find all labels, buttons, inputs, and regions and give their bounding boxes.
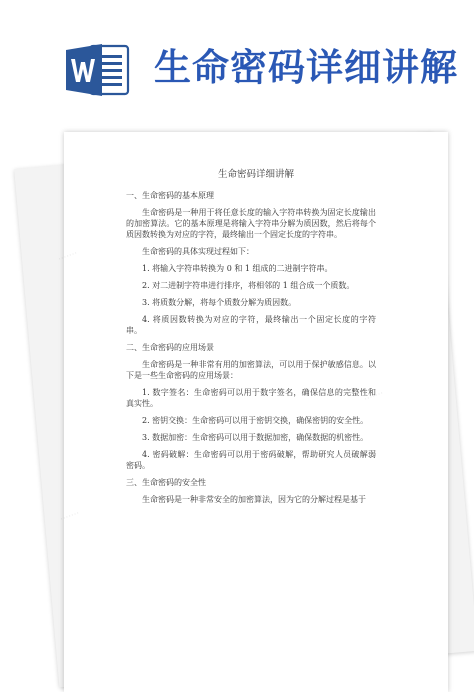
paragraph: 生命密码的具体实现过程如下：	[142, 247, 254, 256]
list-item: 2. 密钥交换：生命密码可以用于密钥交换，确保密钥的安全性。	[142, 416, 369, 425]
list-item: 3. 将质数分解，将每个质数分解为质因数。	[142, 298, 297, 307]
section-heading: 三、生命密码的安全性	[126, 478, 206, 487]
list-item: 1. 数字签名：生命密码可以用于数字签名，确保信息的完整性和真实性。	[126, 388, 376, 408]
document-page	[56, 132, 448, 692]
list-item: 4. 密码破解：生命密码可以用于密码破解，帮助研究人员破解弱密码。	[126, 450, 376, 470]
watermark: ·······	[362, 388, 386, 406]
paragraph: 生命密码是一种用于将任意长度的输入字符串转换为固定长度输出的加密算法。它的基本原理是将输入字符串分解为质因数，然后将每个质因数转换为对应的字符，最终输出一个固定长度的字符串。	[126, 208, 376, 239]
list-item: 3. 数据加密：生命密码可以用于数据加密，确保数据的机密性。	[142, 433, 369, 442]
header-banner	[0, 0, 474, 120]
banner-title: 生命密码详细讲解	[154, 46, 458, 89]
document-title: 生命密码详细讲解	[217, 169, 294, 180]
document-body	[126, 184, 376, 511]
word-icon	[66, 42, 130, 98]
list-item: 1. 将输入字符串转换为 0 和 1 组成的二进制字符串。	[142, 264, 333, 273]
section-heading: 二、生命密码的应用场景	[126, 343, 214, 352]
watermark: ·······	[58, 508, 82, 526]
paragraph: 生命密码是一种非常有用的加密算法，可以用于保护敏感信息。以下是一些生命密码的应用场景：	[126, 360, 376, 380]
list-item: 4. 将质因数转换为对应的字符，最终输出一个固定长度的字符串。	[126, 315, 376, 335]
paragraph: 生命密码是一种非常安全的加密算法，因为它的分解过程是基于	[142, 495, 366, 504]
watermark: ·······	[56, 248, 80, 266]
section-heading: 一、生命密码的基本原理	[126, 191, 214, 200]
list-item: 2. 对二进制字符串进行排序，将相邻的 1 组合成一个质数。	[142, 281, 355, 290]
